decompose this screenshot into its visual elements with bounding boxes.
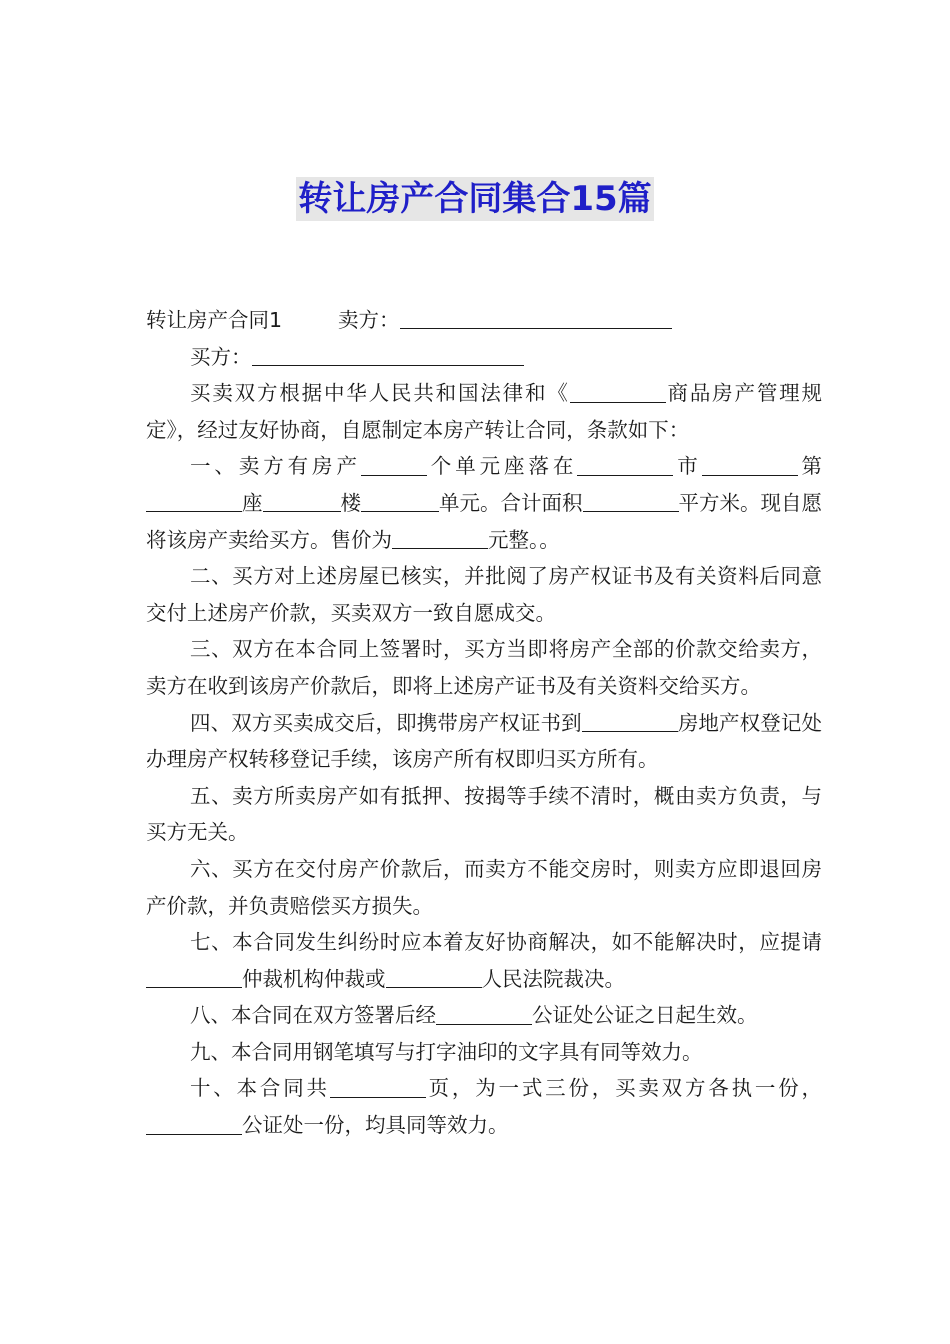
intro-text-a: 买卖双方根据中华人民共和国法律和《 bbox=[190, 381, 570, 406]
clause-1-text-e: 座 bbox=[242, 490, 263, 515]
notary-blank bbox=[436, 1001, 532, 1025]
district-blank bbox=[702, 452, 798, 476]
court-blank bbox=[386, 965, 482, 989]
buyer-line bbox=[146, 339, 822, 376]
clause-6: 六、买方在交付房产价款后，而卖方不能交房时，则卖方应即退回房产价款，并负责赔偿买方损失。 bbox=[146, 856, 822, 918]
clause-7 bbox=[146, 924, 822, 997]
clause-1-text-f: 楼 bbox=[340, 490, 361, 515]
units-blank bbox=[361, 452, 427, 476]
registry-blank bbox=[582, 708, 678, 732]
clause-1 bbox=[146, 448, 822, 558]
intro-paragraph bbox=[146, 375, 822, 448]
price-blank bbox=[392, 525, 488, 549]
clause-8-text-b: 公证处公证之日起生效。 bbox=[532, 1003, 758, 1028]
clause-10 bbox=[146, 1070, 822, 1143]
city-blank bbox=[577, 452, 673, 476]
contract-heading: 转让房产合同1 bbox=[146, 308, 283, 332]
buyer-label: 买方： bbox=[190, 344, 252, 369]
clause-1-text-g: 单元。合计面积 bbox=[439, 490, 583, 515]
clause-8-text-a: 八、本合同在双方签署后经 bbox=[190, 1003, 436, 1028]
block-blank bbox=[146, 489, 242, 513]
seller-label: 卖方： bbox=[338, 308, 400, 332]
clause-1-text-c: 市 bbox=[673, 454, 702, 479]
document-title bbox=[0, 176, 950, 222]
clause-4-text-b: 房地产权登记处办理房产权转移登记手续，该房产所有权即归买方所有。 bbox=[146, 710, 823, 772]
pages-blank bbox=[330, 1074, 426, 1098]
clause-1-text-h: 平方米。现自愿将该房产卖给买方。售价为 bbox=[146, 490, 822, 552]
clause-4-text-a: 四、双方买卖成交后，即携带房产权证书到 bbox=[190, 710, 582, 735]
document-title-text: 转让房产合同集合15篇 bbox=[298, 179, 652, 219]
area-blank bbox=[583, 489, 679, 513]
contract-heading-line bbox=[146, 302, 822, 339]
clause-2: 二、买方对上述房屋已核实，并批阅了房产权证书及有关资料后同意交付上述房产价款，买卖双方一致自愿成交。 bbox=[146, 564, 822, 625]
unit-blank bbox=[361, 489, 439, 513]
clause-1-text-i: 元整。。 bbox=[488, 527, 560, 552]
clause-4 bbox=[146, 705, 822, 778]
clause-7-text-c: 人民法院裁决。 bbox=[481, 966, 625, 991]
clause-7-text-b: 仲裁机构仲裁或 bbox=[242, 966, 386, 991]
contract-body bbox=[146, 302, 822, 1144]
clause-3: 三、双方在本合同上签署时，买方当即将房产全部的价款交给卖方，卖方在收到该房产价款后，即将上述房产证书及有关资料交给买方。 bbox=[146, 637, 822, 698]
clause-10-text-c: 公证处一份，均具同等效力。 bbox=[242, 1113, 509, 1138]
clause-10-text-a: 十、本合同共 bbox=[190, 1076, 330, 1101]
clause-1-text-d: 第 bbox=[797, 454, 823, 479]
notary-office-blank bbox=[146, 1111, 242, 1135]
buyer-blank bbox=[252, 343, 524, 367]
clause-8 bbox=[146, 997, 822, 1034]
clause-9: 九、本合同用钢笔填写与打字油印的文字具有同等效力。 bbox=[190, 1039, 703, 1064]
clause-10-text-b: 页，为一式三份，买卖双方各执一份， bbox=[425, 1076, 823, 1101]
arbitration-blank bbox=[146, 965, 242, 989]
law-name-blank bbox=[570, 379, 666, 403]
clause-5: 五、卖方所卖房产如有抵押、按揭等手续不清时，概由卖方负责，与买方无关。 bbox=[146, 783, 822, 845]
clause-7-text-a: 七、本合同发生纠纷时应本着友好协商解决，如不能解决时，应提请 bbox=[190, 930, 822, 955]
seller-blank bbox=[400, 306, 672, 330]
clause-1-text-a: 一、卖方有房产 bbox=[190, 454, 361, 479]
building-blank bbox=[263, 489, 341, 513]
intro-text-b: 商品房产管理规定》，经过友好协商，自愿制定本房产转让合同，条款如下： bbox=[146, 381, 823, 442]
clause-1-text-b: 个单元座落在 bbox=[426, 454, 578, 479]
